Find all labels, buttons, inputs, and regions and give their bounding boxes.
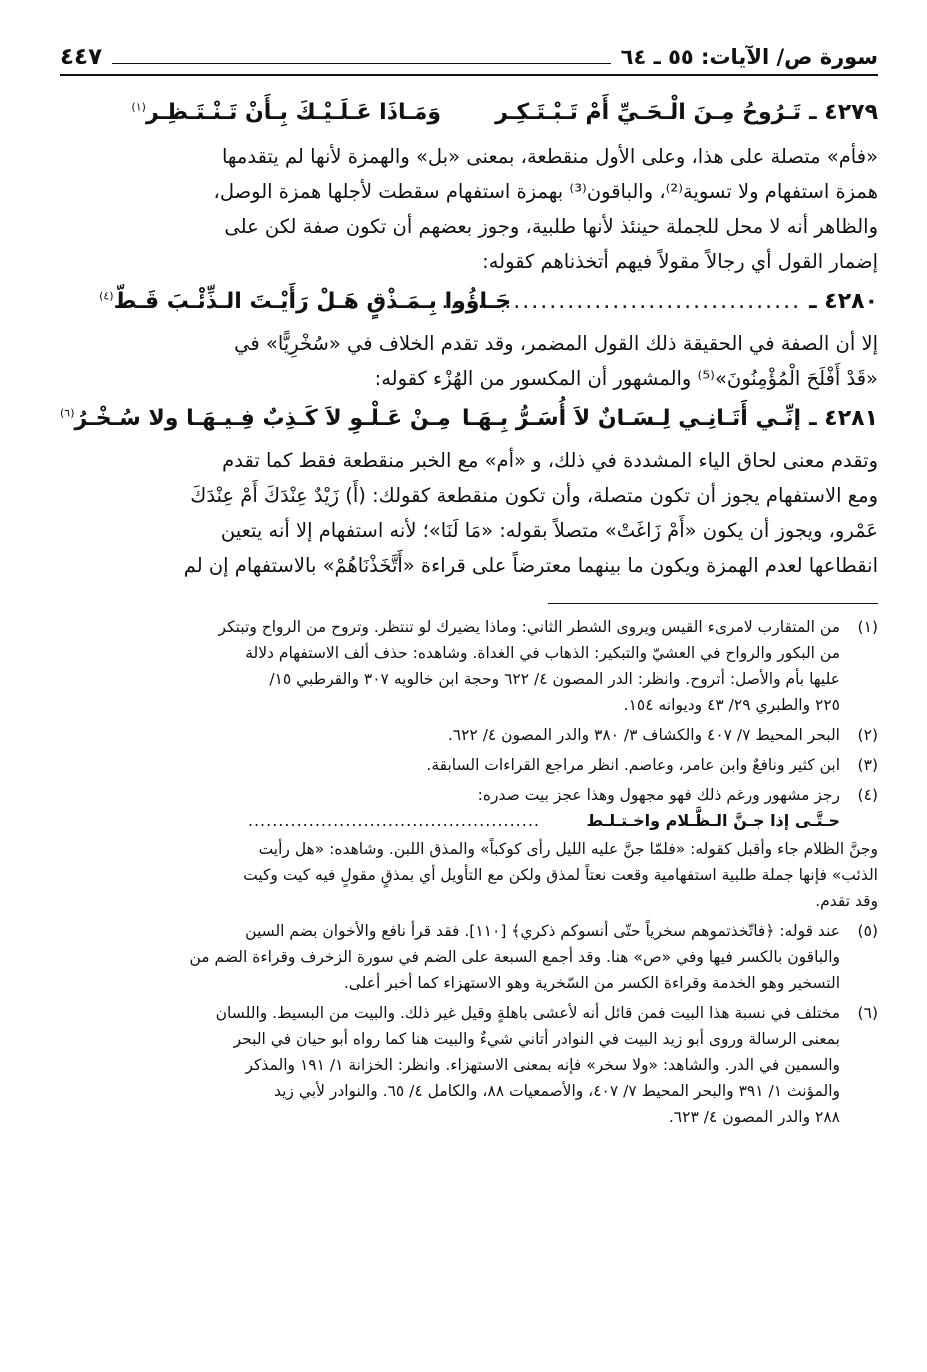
footnote-line: التسخير وهو الخدمة وقراءة الكسر من السّخرية وهو الاستهزاء كما أخبر أعلى. <box>343 974 840 992</box>
text-line: «قَدْ أَفْلَحَ الْمُؤْمِنُونَ»⁽⁵⁾ والمشهور أن المكسور من الهُزْء كقوله: <box>374 367 878 390</box>
footnote-ref: (٦) <box>60 406 75 420</box>
text-line: إضمار القول أي رجالاً مقولاً فيهم أتخذناهم كقوله: <box>482 250 878 273</box>
verse-4279 <box>60 100 878 125</box>
text-line: انقطاعها لعدم الهمزة ويكون ما بينهما معترضاً على قراءة «أَتَّخَذْنَاهُمْ» بالاستفهام إن لم <box>183 554 878 577</box>
verse-number: ٤٢٨٠ ـ <box>809 289 878 314</box>
footnote-line: من البكور والرواح في العشيّ والتبكير: الذهاب في الغداة. وشاهده: حذف ألف الاستفهام دلالة <box>245 644 840 662</box>
verse-hemistich-2: وَمَـاذَا عَـلَـيْـكَ بِـأَنْ تَـنْـتَـظِـر$^{(١)}$ <box>131 100 442 125</box>
verse-hemistich-2: مِـنْ عَـلْـوِ لاَ كَـذِبٌ فِـيـهَـا ولا سُـخْـرُ$^{(٦)}$ <box>60 406 451 431</box>
verse-number: ٤٢٨١ ـ <box>809 406 878 431</box>
verse-hemistich-2: جَـاؤُوا بِـمَـذْقٍ هَـلْ رَأَيْـتَ الـذِّئْـبَ قَـطّ$^{(٤)}$ <box>99 289 512 314</box>
page-number: ٤٤٧ <box>60 44 103 70</box>
footnote-line: عند قوله: ﴿فاتّخذتموهم سخرياً حتّى أنسوكم ذكري﴾ [١١٠]. فقد قرأ نافع والأخوان بضم السين <box>245 922 840 940</box>
footnote-1 <box>60 614 878 718</box>
verse-4281 <box>60 406 878 431</box>
footnote-ref: (٤) <box>99 289 114 303</box>
footnote-line: مختلف في نسبة هذا البيت فمن قائل أنه لأعشى باهلةٍ وقيل غير ذلك. والبيت من البسيط. واللسان <box>215 1004 840 1022</box>
verse-4280 <box>60 289 878 314</box>
footnote-verse <box>60 808 840 834</box>
text-line: والظاهر أنه لا محل للجملة حينئذ لأنها طلبية، وجوز بعضهم أن تكون صفة لكن على <box>224 215 878 238</box>
footnote-number: (٦) <box>857 1004 878 1022</box>
footnote-5 <box>60 918 878 996</box>
footnote-line: الذئب» فإنها جملة طلبية استفهامية وقعت نعتاً لمذق ولكن مع التأويل أي بمذقٍ مقولٍ فيه كيت وكيت <box>243 866 878 884</box>
verse-number: ٤٢٧٩ ـ <box>809 100 878 125</box>
footnote-6 <box>60 1000 878 1130</box>
text-line: إلا أن الصفة في الحقيقة ذلك القول المضمر، وقد تقدم الخلاف في «سُخْرِيًّا» في <box>234 332 878 355</box>
page-header <box>60 40 878 76</box>
footnote-line: رجز مشهور ورغم ذلك فهو مجهول وهذا عجز بيت صدره: <box>477 786 840 804</box>
footnote-divider <box>548 603 878 604</box>
verse-hemistich-1: إنِّـي أَتَـانِـي لِـسَـانٌ لاَ أُسَـرُّ بِـهَـا <box>462 406 802 431</box>
footnote-line: والمؤنث ١/ ٣٩١ والبحر المحيط ٧/ ٤٠٧، والأصمعيات ٨٨، والكامل ٤/ ٦٥. والنوادر لأبي زيد <box>273 1082 840 1100</box>
text-line: «فأم» متصلة على هذا، وعلى الأول منقطعة، بمعنى «بل» والهمزة لأنها لم يتقدمها <box>221 145 878 168</box>
footnote-line: ٢٢٥ والطبري ٢٩/ ٤٣ وديوانه ١٥٤. <box>623 696 840 714</box>
verse-omission-dots: ........................................ <box>441 289 802 314</box>
footnote-line: والسمين في الدر. والشاهد: «ولا سخر» فإنه بمعنى الاستهزاء. وانظر: الخزانة ١/ ١٩١ والمذكر <box>245 1056 840 1074</box>
text-line: ومع الاستفهام يجوز أن تكون متصلة، وأن تكون منقطعة كقولك: (أَ) زَيْدٌ عِنْدَكَ أَمْ عِنْدَكَ <box>190 484 878 507</box>
footnote-number: (٥) <box>857 922 878 940</box>
footnote-2 <box>60 722 878 748</box>
footnote-line: ٢٨٨ والدر المصون ٤/ ٦٢٣. <box>668 1108 840 1126</box>
paragraph-2 <box>60 326 878 396</box>
footnotes <box>60 614 878 1130</box>
footnote-line: البحر المحيط ٧/ ٤٠٧ والكشاف ٣/ ٣٨٠ والدر المصون ٤/ ٦٢٢. <box>447 726 840 744</box>
footnote-4 <box>60 782 878 834</box>
surah-title: سورة ص/ الآيات: ٥٥ ـ ٦٤ <box>620 45 878 69</box>
footnote-line: من المتقارب لامرىء القيس ويروى الشطر الثاني: وماذا يضيرك لو تنتظر. وتروح من الرواح وتبتكر <box>218 618 840 636</box>
footnote-line: ابن كثير ونافعٌ وابن عامر، وعاصم. انظر مراجع القراءات السابقة. <box>426 756 840 774</box>
footnote-number: (٢) <box>857 726 878 744</box>
footnote-line: بمعنى الرسالة وروى أبو زيد البيت في النوادر أتاني شيءٌ والبيت هنا كما رواه أبو حيان في البحر <box>233 1030 840 1048</box>
footnote-ref: (١) <box>131 100 146 114</box>
footnote-4-continued <box>60 836 878 914</box>
footnote-line: وجنَّ الظلام جاء وأقبل كقوله: «فلمّا جنَّ عليه الليل رأى كوكباً» والمذق اللبن. وشاهده: «هل رأيت <box>258 840 878 858</box>
text-line: وتقدم معنى لحاق الياء المشددة في ذلك، و «أم» مع الخبر منقطعة فقط كما تقدم <box>222 449 878 472</box>
footnote-line: وقد تقدم. <box>815 892 878 910</box>
footnote-3 <box>60 752 878 778</box>
paragraph-1 <box>60 139 878 279</box>
footnote-line: عليها بأم والأصل: أتروح. وانظر: الدر المصون ٤/ ٦٢٢ وحجة ابن خالويه ٣٠٧ والقرطبي ١٥/ <box>269 670 840 688</box>
text-line: همزة استفهام ولا تسوية⁽²⁾، والباقون⁽³⁾ بهمزة استفهام سقطت لأجلها همزة الوصل، <box>213 180 878 203</box>
footnote-verse-hemistich: حـتَّـى إذا جـنَّ الـظَّـلام واخـتـلـط <box>586 811 840 830</box>
footnote-number: (٣) <box>857 756 878 774</box>
footnote-verse-dots: ................................................ <box>247 811 540 830</box>
header-rule <box>112 50 611 64</box>
footnote-number: (١) <box>857 618 878 636</box>
book-page <box>60 40 878 1340</box>
verse-hemistich-1: تَـرُوحُ مِـنَ الْـحَـيِّ أَمْ تَـبْـتَـكِـر <box>495 100 802 125</box>
footnote-line: والباقون بالكسر فيها وفي «ص» هنا. وقد أجمع السبعة على الضم في سورة الزخرف وقراءة الضم من <box>189 948 840 966</box>
paragraph-3 <box>60 443 878 583</box>
text-line: عَمْرو، ويجوز أن يكون «أَمْ زَاغَتْ» متصلاً بقوله: «مَا لَنَا»؛ لأنه استفهام إلا أنه يتعين <box>220 519 878 542</box>
footnote-number: (٤) <box>857 786 878 804</box>
